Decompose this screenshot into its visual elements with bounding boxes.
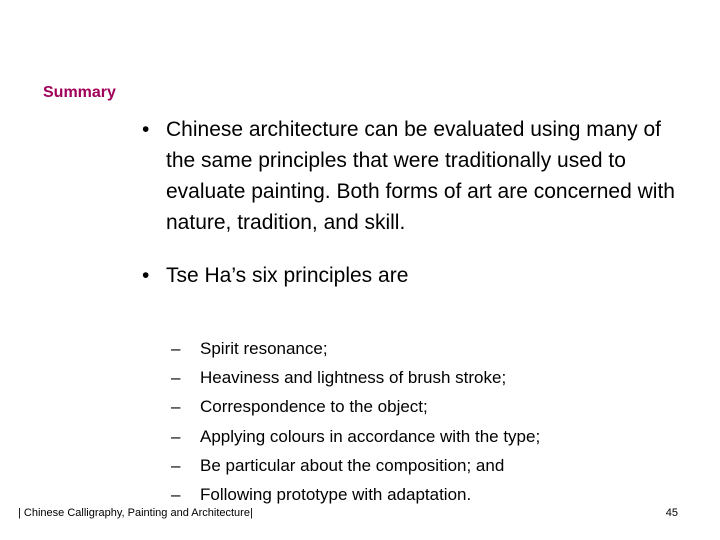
footer-text: | Chinese Calligraphy, Painting and Architecture| (18, 507, 253, 519)
bullet-text: Chinese architecture can be evaluated using many of the same principles that were traditionally used to evaluate painting. Both forms of art are concerned with nature, tradition, and skill. (166, 118, 675, 234)
bullet-marker: • (142, 264, 150, 287)
page-number: 45 (665, 507, 678, 519)
dash-marker: – (171, 426, 181, 446)
principle-item (171, 363, 631, 392)
bullet-text: Tse Ha’s six principles are (166, 264, 409, 287)
bullet-list (142, 114, 682, 291)
principle-item (171, 392, 631, 421)
dash-marker: – (171, 339, 181, 358)
principle-text: Be particular about the composition; and (200, 455, 505, 475)
principle-item (171, 334, 631, 363)
bullet-item (142, 114, 682, 238)
principle-text: Heaviness and lightness of brush stroke; (200, 368, 507, 388)
dash-marker: – (171, 397, 181, 417)
bullet-marker: • (142, 118, 150, 141)
principle-item (171, 451, 631, 480)
principle-text: Applying colours in accordance with the type; (200, 426, 541, 446)
dash-marker: – (171, 455, 181, 475)
bullet-item (142, 260, 682, 291)
principle-text: Correspondence to the object; (200, 397, 428, 417)
dash-marker: – (171, 485, 181, 505)
principle-item (171, 480, 631, 509)
principles-list (171, 334, 631, 509)
slide-heading: Summary (43, 84, 116, 101)
principle-item (171, 422, 631, 451)
principle-text: Spirit resonance; (200, 339, 328, 358)
dash-marker: – (171, 368, 181, 388)
principle-text: Following prototype with adaptation. (200, 485, 472, 505)
